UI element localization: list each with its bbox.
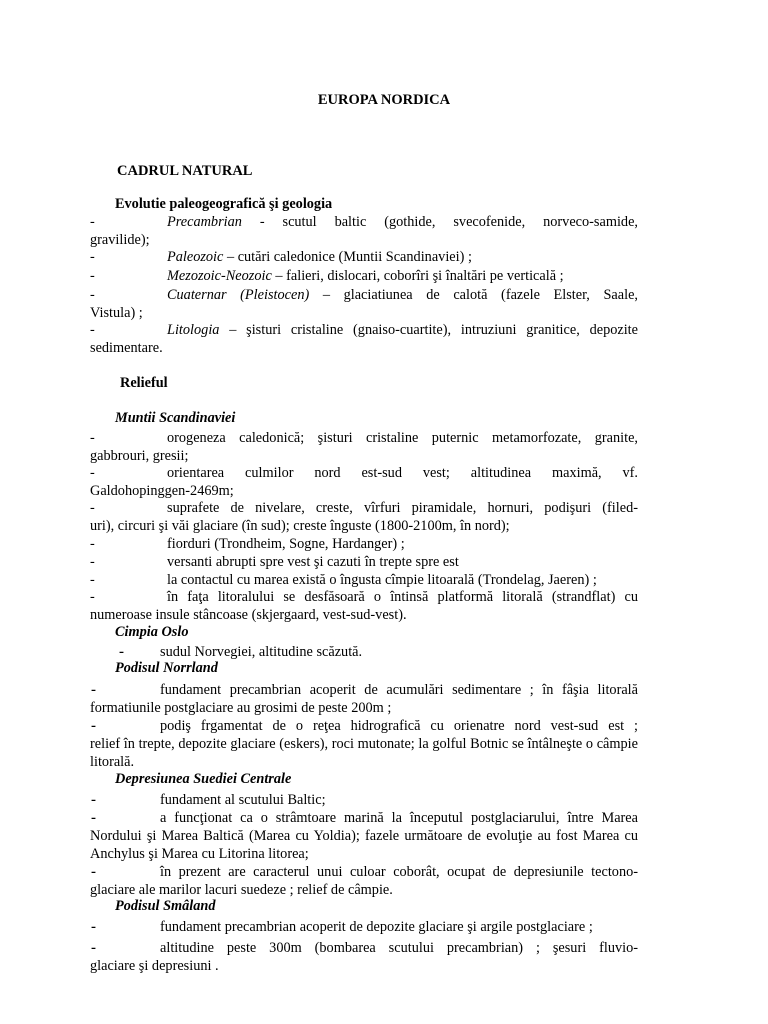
- geology-term: Mezozoic-Neozoic: [167, 268, 272, 284]
- smaland-heading: Podisul Smâland: [115, 898, 216, 914]
- relief-text-rest: Galdohopinggen-2469m;: [90, 483, 234, 499]
- geology-heading: Evolutie paleogeografică şi geologia: [115, 196, 333, 212]
- bullet-dash: -: [90, 554, 95, 570]
- norrland-heading: Podisul Norrland: [115, 660, 218, 676]
- relief-text-rest: formatiunile postglaciare au grosimi de peste 200m ;: [90, 700, 392, 716]
- relief-item: [90, 429, 638, 465]
- relief-text: a funcţionat ca o strâmtoare marină la începutul postglaciarului, între Marea: [160, 810, 638, 826]
- oslo-heading: Cimpia Oslo: [115, 624, 189, 640]
- geology-item: [90, 213, 638, 249]
- scandinavia-heading: Muntii Scandinaviei: [115, 410, 236, 426]
- bullet-dash: -: [91, 919, 96, 935]
- relief-text-rest: glaciare ale marilor lacuri suedeze ; relief de câmpie.: [90, 882, 393, 898]
- geology-text: – cutări caledonice (Muntii Scandinaviei) ;: [223, 249, 472, 265]
- geology-text: – falieri, dislocari, coborîri şi înaltări pe verticală ;: [271, 268, 564, 284]
- relief-item: [90, 863, 638, 899]
- relief-item: [90, 809, 638, 863]
- geology-text-rest: gravilide);: [90, 232, 150, 248]
- bullet-dash: -: [90, 465, 95, 481]
- geology-item: [90, 286, 638, 322]
- bullet-dash: -: [90, 536, 95, 552]
- relief-text: orientarea culmilor nord est-sud vest; altitudinea maximă, vf.: [167, 465, 638, 481]
- relief-text: fundament precambrian acoperit de depozite glaciare şi argile postglaciare ;: [160, 919, 593, 935]
- document-title: EUROPA NORDICA: [317, 92, 451, 108]
- relief-text: orogeneza caledonică; şisturi cristaline puternic metamorfozate, granite,: [167, 430, 638, 446]
- geology-text-rest: sedimentare.: [90, 340, 163, 356]
- geology-text: – şisturi cristaline (gnaiso-cuartite), intruziuni granitice, depozite: [219, 322, 638, 338]
- geology-term: Litologia: [167, 322, 220, 338]
- geology-item: [90, 248, 638, 266]
- bullet-dash: -: [90, 322, 95, 338]
- relief-text: versanti abrupti spre vest şi cazuti în trepte spre est: [167, 554, 459, 570]
- relief-text-rest: Nordului şi Marea Baltică (Marea cu Yoldia); fazele următoare de evoluţie au fost Marea cu Anchylus şi Marea cu Litorina litorea;: [90, 828, 638, 862]
- bullet-dash: -: [90, 249, 95, 265]
- geology-text-rest: Vistula) ;: [90, 305, 143, 321]
- relief-text-rest: relief în trepte, depozite glaciare (eskers), roci mutonate; la golful Botnic se întâlneşte o câmpie litorală.: [90, 736, 638, 770]
- bullet-dash: -: [91, 940, 96, 956]
- relief-text: suprafete de nivelare, creste, vîrfuri piramidale, hornuri, podişuri (filed-: [167, 500, 638, 516]
- bullet-dash: -: [90, 287, 95, 303]
- relief-text: fundament al scutului Baltic;: [160, 792, 326, 808]
- geology-item: [90, 267, 638, 285]
- relief-text: sudul Norvegiei, altitudine scăzută.: [160, 644, 363, 660]
- sweden-heading: Depresiunea Suediei Centrale: [115, 771, 292, 787]
- relief-item: [90, 464, 638, 500]
- bullet-dash: -: [91, 682, 96, 698]
- bullet-dash: -: [90, 500, 95, 516]
- bullet-dash: -: [91, 810, 96, 826]
- relief-text: altitudine peste 300m (bombarea scutului precambrian) ; şesuri fluvio-: [160, 940, 638, 956]
- geology-item: [90, 321, 638, 357]
- geology-text: - scutul baltic (gothide, svecofenide, norveco-samide,: [241, 214, 638, 230]
- relief-text: în faţa litoralului se desfăsoară o întinsă platformă litorală (strandflat) cu: [167, 589, 638, 605]
- geology-term: Paleozoic: [167, 249, 224, 265]
- bullet-dash: -: [91, 718, 96, 734]
- relief-text: fiorduri (Trondheim, Sogne, Hardanger) ;: [167, 536, 405, 552]
- relief-text: podiş frgamentat de o reţea hidrografică cu orienatre nord vest-sud est ;: [160, 718, 638, 734]
- relief-heading: Relieful: [120, 375, 168, 391]
- relief-item: [90, 535, 638, 553]
- relief-item: [90, 717, 638, 771]
- relief-item: [118, 643, 638, 661]
- relief-text-rest: glaciare şi depresiuni .: [90, 958, 219, 974]
- relief-item: [90, 939, 638, 975]
- relief-item: [90, 499, 638, 535]
- geology-term: Precambrian: [167, 214, 242, 230]
- bullet-dash: -: [90, 572, 95, 588]
- relief-item: [90, 553, 638, 571]
- bullet-dash: -: [91, 792, 96, 808]
- bullet-dash: -: [90, 214, 95, 230]
- relief-text: fundament precambrian acoperit de acumulări sedimentare ; în fâşia litorală: [160, 682, 638, 698]
- geology-term: Cuaternar (Pleistocen): [167, 287, 310, 303]
- relief-text: la contactul cu marea există o îngusta cîmpie litoarală (Trondelag, Jaeren) ;: [167, 572, 597, 588]
- relief-text-rest: gabbrouri, gresii;: [90, 448, 189, 464]
- relief-item: [90, 681, 638, 717]
- relief-item: [90, 588, 638, 624]
- relief-text-rest: uri), circuri şi văi glaciare (în sud); creste înguste (1800-2100m, în nord);: [90, 518, 510, 534]
- bullet-dash: -: [91, 864, 96, 880]
- relief-item: [90, 791, 638, 809]
- bullet-dash: -: [90, 589, 95, 605]
- bullet-dash: -: [119, 644, 124, 660]
- relief-text: în prezent are caracterul unui culoar coborât, ocupat de depresiunile tectono-: [160, 864, 638, 880]
- bullet-dash: -: [90, 430, 95, 446]
- section-heading: CADRUL NATURAL: [117, 163, 253, 179]
- bullet-dash: -: [90, 268, 95, 284]
- relief-item: [90, 918, 638, 936]
- relief-text-rest: numeroase insule stâncoase (skjergaard, vest-sud-vest).: [90, 607, 407, 623]
- relief-item: [90, 571, 638, 589]
- geology-text: – glaciatiunea de calotă (fazele Elster, Saale,: [309, 287, 639, 303]
